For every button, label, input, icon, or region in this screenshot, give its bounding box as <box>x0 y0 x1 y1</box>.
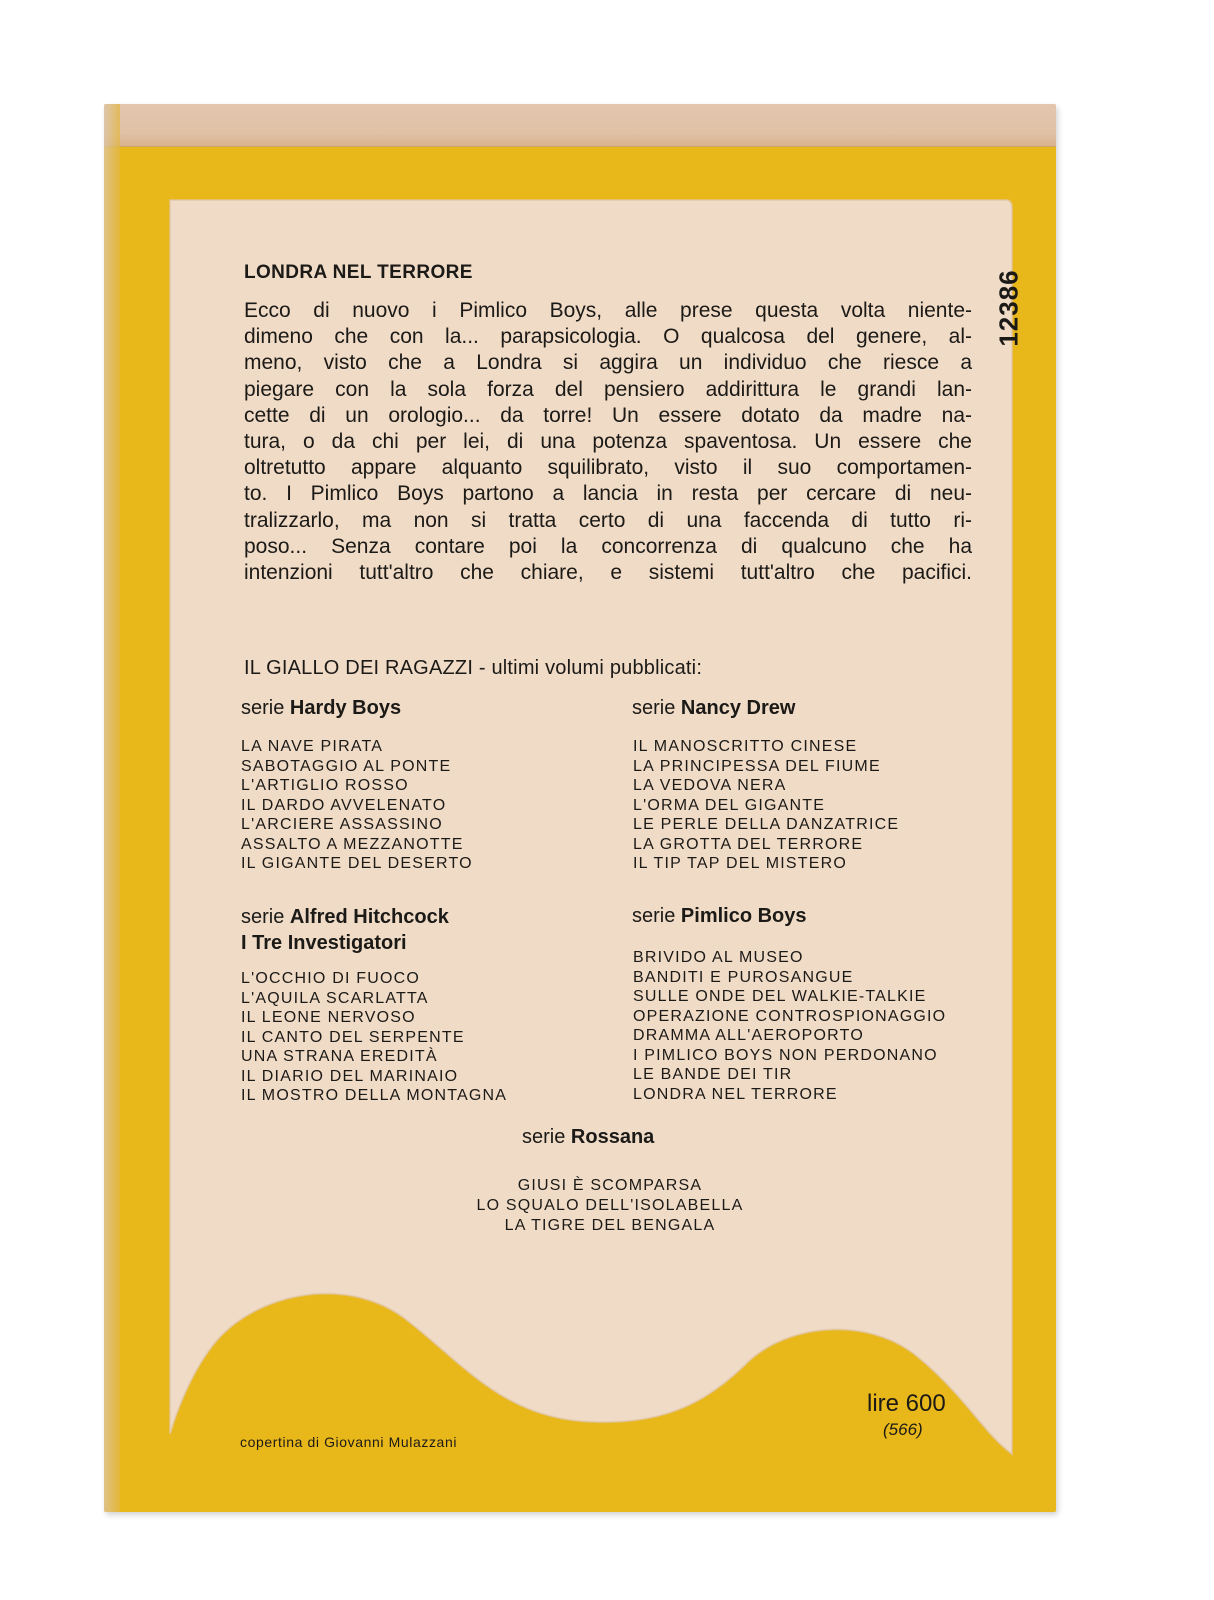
list-item: L'ORMA DEL GIGANTE <box>633 796 826 814</box>
series-heading-pimlico <box>632 905 807 928</box>
blurb-line: piegare con la sola forza del pensiero addirittura le grandi lan- <box>244 377 972 401</box>
series-heading-nancy <box>632 697 795 720</box>
cover-credit: copertina di Giovanni Mulazzani <box>240 1434 458 1450</box>
list-item: LA GROTTA DEL TERRORE <box>633 835 864 853</box>
list-item: ASSALTO A MEZZANOTTE <box>241 835 464 853</box>
list-item: LA VEDOVA NERA <box>633 777 787 794</box>
list-item: L'ARCIERE ASSASSINO <box>241 816 443 833</box>
blurb-line: to. I Pimlico Boys partono a lancia in resta per cercare di neu- <box>244 482 972 506</box>
list-item: IL MOSTRO DELLA MONTAGNA <box>241 1087 508 1104</box>
catalog-number <box>984 258 1034 358</box>
list-item: OPERAZIONE CONTROSPIONAGGIO <box>633 1007 947 1025</box>
list-item: L'OCCHIO DI FUOCO <box>241 970 421 987</box>
series-prefix: serie <box>632 697 676 719</box>
series-subheading-hitchcock <box>241 932 407 955</box>
price: lire 600 <box>867 1390 946 1417</box>
blurb-line: poso... Senza contare poi la concorrenza di qualcuno che ha <box>244 534 972 558</box>
list-item: DRAMMA ALL'AEROPORTO <box>633 1027 864 1044</box>
series-heading-hardy <box>241 697 401 720</box>
list-item: IL MANOSCRITTO CINESE <box>633 738 858 755</box>
book-title: LONDRA NEL TERRORE <box>244 262 473 283</box>
list-item: LE BANDE DEI TIR <box>633 1066 793 1083</box>
blurb-line: Ecco di nuovo i Pimlico Boys, alle prese questa volta niente- <box>244 299 972 322</box>
list-item: LA TIGRE DEL BENGALA <box>504 1217 716 1234</box>
list-item: I PIMLICO BOYS NON PERDONANO <box>633 1046 938 1064</box>
list-item: LA NAVE PIRATA <box>241 738 384 755</box>
list-heading: IL GIALLO DEI RAGAZZI - ultimi volumi pubblicati: <box>244 657 703 679</box>
list-item: UNA STRANA EREDITÀ <box>241 1048 438 1065</box>
series-list-rossana <box>400 1176 820 1236</box>
series-name: Nancy Drew <box>680 697 796 719</box>
list-item: LE PERLE DELLA DANZATRICE <box>633 816 900 833</box>
series-list-hardy <box>241 737 473 874</box>
series-prefix: serie <box>241 697 285 719</box>
blurb-line: tralizzarlo, ma non si tratta certo di una faccenda di tutto ri- <box>244 508 972 532</box>
blurb-line: tura, o da chi per lei, di una potenza spaventosa. Un essere che <box>244 430 972 454</box>
list-item: IL CANTO DEL SERPENTE <box>241 1028 465 1046</box>
list-item: SULLE ONDE DEL WALKIE-TALKIE <box>633 988 927 1005</box>
blurb-line: meno, visto che a Londra si aggira un individuo che riesce a <box>244 351 972 375</box>
series-heading-rossana <box>522 1126 654 1149</box>
series-heading-hitchcock <box>241 906 449 929</box>
list-item: IL TIP TAP DEL MISTERO <box>633 855 848 872</box>
list-item: BANDITI E PUROSANGUE <box>633 968 854 986</box>
list-item: LONDRA NEL TERRORE <box>633 1085 838 1103</box>
series-code: (566) <box>883 1420 923 1439</box>
list-item: IL DIARIO DEL MARINAIO <box>241 1067 459 1085</box>
series-list-pimlico <box>633 948 946 1104</box>
blurb-line: dimeno che con la... parapsicologia. O qualcosa del genere, al- <box>244 325 972 349</box>
series-list-nancy <box>633 737 899 874</box>
list-item: GIUSI È SCOMPARSA <box>517 1177 703 1194</box>
series-prefix: serie <box>241 906 285 928</box>
list-item: IL LEONE NERVOSO <box>241 1009 416 1026</box>
list-item: BRIVIDO AL MUSEO <box>633 949 804 966</box>
series-name: Alfred Hitchcock <box>289 906 449 928</box>
list-item: LO SQUALO DELL'ISOLABELLA <box>476 1197 744 1214</box>
series-prefix: serie <box>632 905 676 927</box>
series-prefix: serie <box>522 1126 566 1148</box>
blurb <box>244 298 972 586</box>
series-name: Pimlico Boys <box>680 905 807 927</box>
blurb-line: intenzioni tutt'altro che chiare, e sistemi tutt'altro che pacifici. <box>244 561 972 585</box>
series-name: Rossana <box>570 1126 655 1148</box>
list-item: SABOTAGGIO AL PONTE <box>241 757 452 775</box>
list-item: L'AQUILA SCARLATTA <box>241 989 429 1007</box>
series-subname: I Tre Investigatori <box>241 932 407 954</box>
list-item: L'ARTIGLIO ROSSO <box>241 777 409 794</box>
series-list-hitchcock <box>241 969 507 1106</box>
list-item: LA PRINCIPESSA DEL FIUME <box>633 757 881 775</box>
catalog-number-text: 12386 <box>993 269 1024 347</box>
series-name: Hardy Boys <box>289 697 402 719</box>
blurb-line: cette di un orologio... da torre! Un essere dotato da madre na- <box>244 403 972 427</box>
list-item: IL GIGANTE DEL DESERTO <box>241 855 473 872</box>
blurb-line: oltretutto appare alquanto squilibrato, visto il suo comportamen- <box>244 456 972 480</box>
list-item: IL DARDO AVVELENATO <box>241 796 447 814</box>
